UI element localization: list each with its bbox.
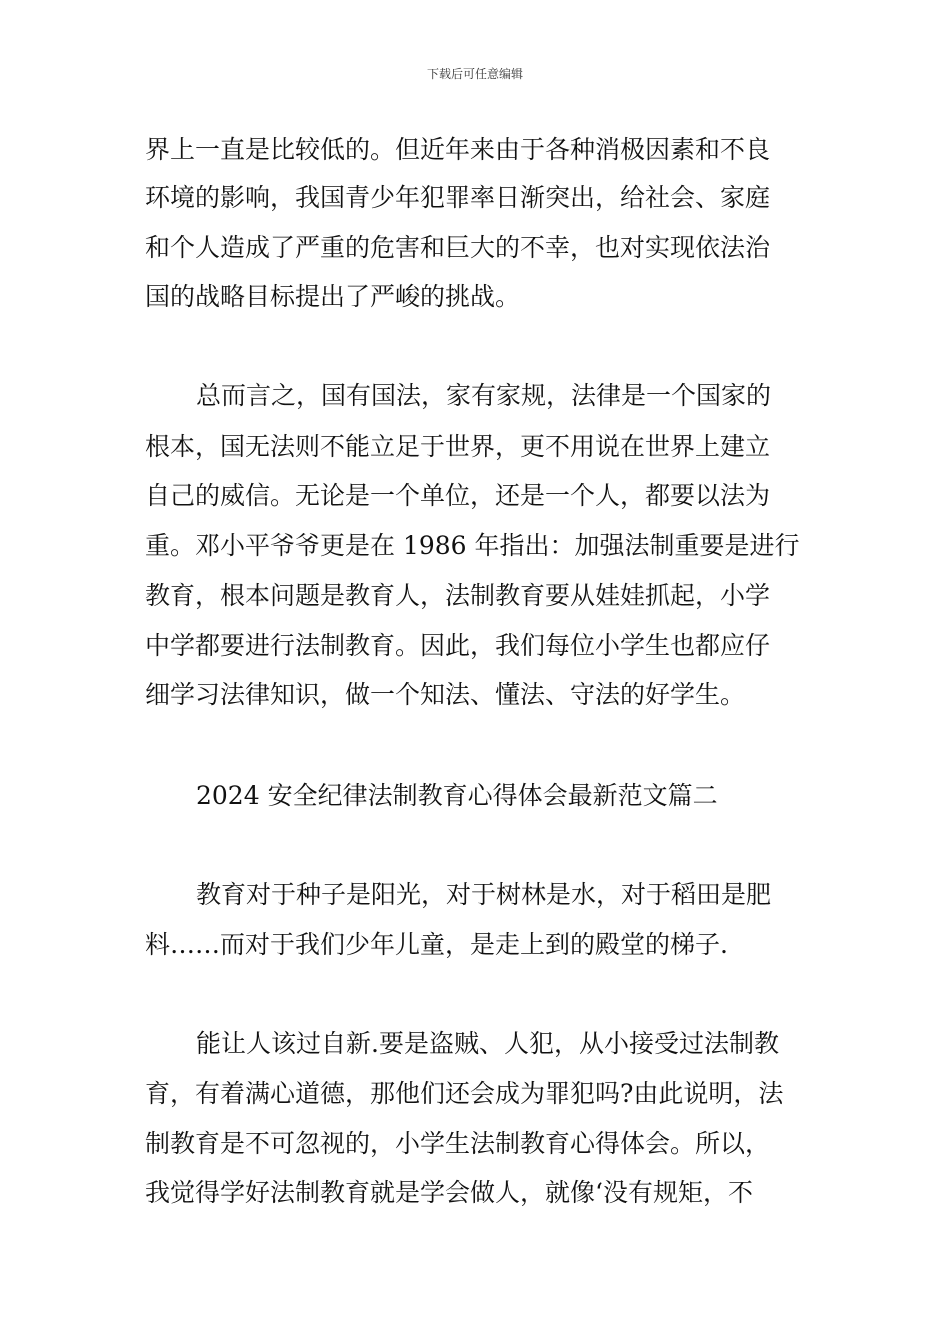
header-note: 下载后可任意编辑	[426, 67, 523, 81]
paragraph-3-line-2: 料……而对于我们少年儿童，是走上到的殿堂的梯子.	[145, 930, 728, 959]
paragraph-1-line-4: 国的战略目标提出了严峻的挑战。	[145, 282, 521, 311]
section-title: 2024 安全纪律法制教育心得体会最新范文篇二	[196, 781, 718, 810]
paragraph-4-line-1: 能让人该过自新.要是盗贼、人犯，从小接受过法制教	[196, 1029, 779, 1058]
paragraph-4-line-3: 制教育是不可忽视的，小学生法制教育心得体会。所以，	[145, 1129, 771, 1158]
paragraph-3-line-1: 教育对于种子是阳光，对于树林是水，对于稻田是肥	[196, 880, 772, 909]
paragraph-2-line-6: 中学都要进行法制教育。因此，我们每位小学生也都应仔	[145, 631, 771, 660]
paragraph-2-line-1: 总而言之，国有国法，家有家规，法律是一个国家的	[196, 381, 772, 410]
paragraph-1-line-3: 和个人造成了严重的危害和巨大的不幸，也对实现依法治	[145, 233, 771, 262]
paragraph-2-line-5: 教育，根本问题是教育人，法制教育要从娃娃抓起，小学	[145, 581, 771, 610]
paragraph-4-line-2: 育，有着满心道德，那他们还会成为罪犯吗?由此说明，法	[145, 1079, 784, 1108]
paragraph-2-line-4: 重。邓小平爷爷更是在 1986 年指出：加强法制重要是进行	[145, 531, 800, 560]
paragraph-4-line-4: 我觉得学好法制教育就是学会做人，就像‘没有规矩，不	[145, 1178, 753, 1207]
paragraph-2-line-2: 根本，国无法则不能立足于世界，更不用说在世界上建立	[145, 432, 771, 461]
paragraph-1-line-1: 界上一直是比较低的。但近年来由于各种消极因素和不良	[145, 135, 771, 164]
paragraph-1-line-2: 环境的影响，我国青少年犯罪率日渐突出，给社会、家庭	[145, 183, 771, 212]
paragraph-2-line-7: 细学习法律知识，做一个知法、懂法、守法的好学生。	[145, 680, 746, 709]
paragraph-2-line-3: 自己的威信。无论是一个单位，还是一个人，都要以法为	[145, 481, 771, 510]
